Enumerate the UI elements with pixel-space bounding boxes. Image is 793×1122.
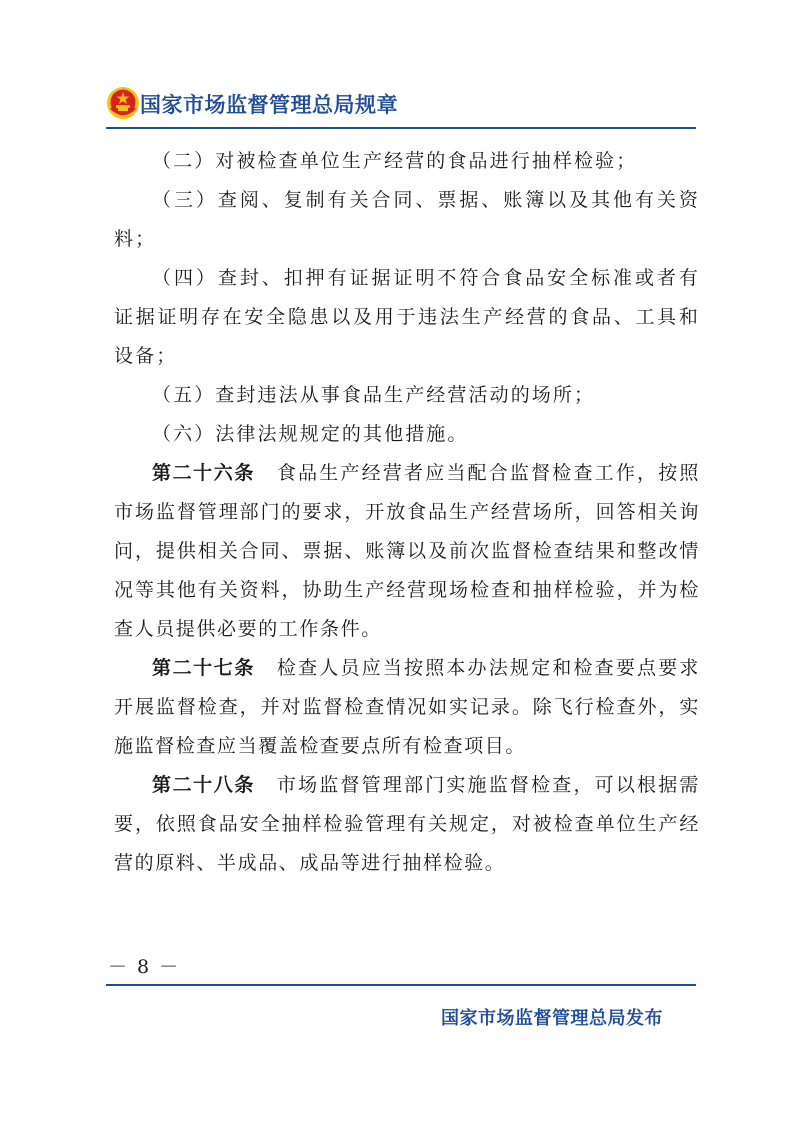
footer-publisher: 国家市场监督管理总局发布	[441, 1008, 663, 1029]
article-28	[114, 766, 700, 883]
paragraph-item-2: （二）对被检查单位生产经营的食品进行抽样检验；	[152, 150, 638, 172]
paragraph-item-4: （四）查封、扣押有证据证明不符合食品安全标准或者有证据证明存在安全隐患以及用于违法生产经营的食品、工具和设备；	[114, 267, 700, 367]
article-26	[114, 454, 700, 649]
footer-rule	[106, 984, 696, 986]
header-rule	[106, 127, 696, 129]
national-emblem-icon	[106, 86, 140, 120]
header-title: 国家市场监督管理总局规章	[140, 93, 398, 117]
paragraph-item-3: （三）查阅、复制有关合同、票据、账簿以及其他有关资料；	[114, 189, 700, 250]
paragraph-item-6: （六）法律法规规定的其他措施。	[152, 423, 469, 445]
paragraph-item-5: （五）查封违法从事食品生产经营活动的场所；	[152, 384, 596, 406]
article-28-title: 第二十八条	[152, 774, 255, 796]
article-27-title: 第二十七条	[152, 657, 255, 679]
page-number: － 8 －	[108, 956, 181, 978]
document-body	[114, 142, 700, 883]
article-28-text: 市场监督管理部门实施监督检查，可以根据需要，依照食品安全抽样检验管理有关规定，对被检查单位生产经营的原料、半成品、成品等进行抽样检验。	[114, 774, 700, 874]
article-26-title: 第二十六条	[152, 462, 255, 484]
article-27-text: 检查人员应当按照本办法规定和检查要点要求开展监督检查，并对监督检查情况如实记录。除飞行检查外，实施监督检查应当覆盖检查要点所有检查项目。	[114, 657, 700, 757]
article-26-text: 食品生产经营者应当配合监督检查工作，按照市场监督管理部门的要求，开放食品生产经营场所，回答相关询问，提供相关合同、票据、账簿以及前次监督检查结果和整改情况等其他有关资料，协助生产经营现场检查和抽样检验，并为检查人员提供必要的工作条件。	[114, 462, 700, 640]
page-header	[106, 84, 696, 128]
article-27	[114, 649, 700, 766]
